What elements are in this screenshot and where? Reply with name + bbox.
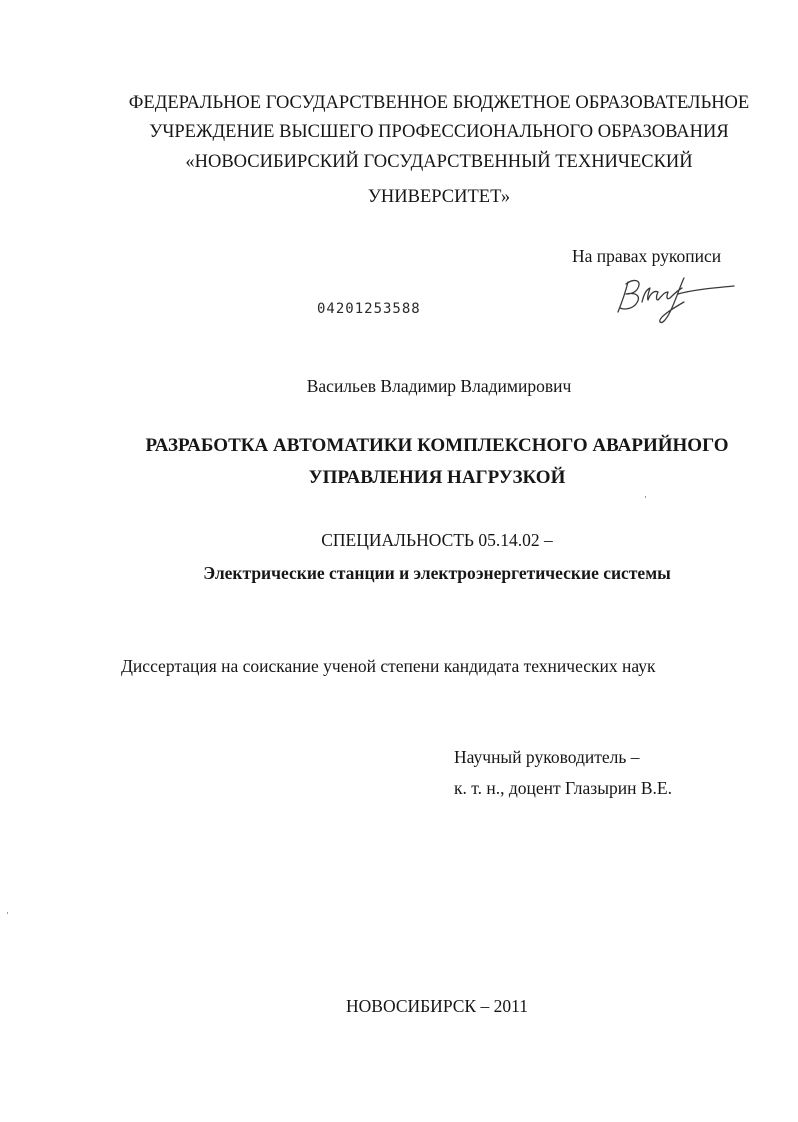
city-year-footer: НОВОСИБИРСК – 2011	[346, 996, 528, 1016]
specialty-name: Электрические станции и электроэнергетические системы	[203, 563, 671, 583]
institution-line-3: «НОВОСИБИРСКИЙ ГОСУДАРСТВЕННЫЙ ТЕХНИЧЕСКИЙ	[185, 152, 693, 172]
signature-image	[612, 272, 740, 330]
specialty-code: СПЕЦИАЛЬНОСТЬ 05.14.02 –	[321, 530, 553, 550]
degree-statement: Диссертация на соискание ученой степени кандидата технических наук	[121, 656, 656, 676]
institution-line-2: УЧРЕЖДЕНИЕ ВЫСШЕГО ПРОФЕССИОНАЛЬНОГО ОБРАЗОВАНИЯ	[149, 122, 729, 142]
scan-speck	[645, 496, 646, 498]
scan-speck	[7, 912, 8, 914]
institution-line-1: ФЕДЕРАЛЬНОЕ ГОСУДАРСТВЕННОЕ БЮДЖЕТНОЕ ОБРАЗОВАТЕЛЬНОЕ	[128, 93, 750, 113]
supervisor-name: к. т. н., доцент Глазырин В.Е.	[454, 778, 672, 798]
author-name: Васильев Владимир Владимирович	[306, 376, 572, 396]
document-id: 04201253588	[317, 301, 421, 317]
institution-line-4: УНИВЕРСИТЕТ»	[367, 187, 511, 207]
manuscript-note: На правах рукописи	[572, 246, 722, 266]
title-line-1: РАЗРАБОТКА АВТОМАТИКИ КОМПЛЕКСНОГО АВАРИЙНОГО	[145, 435, 729, 456]
title-line-2: УПРАВЛЕНИЯ НАГРУЗКОЙ	[308, 467, 566, 488]
supervisor-label: Научный руководитель –	[454, 747, 640, 767]
